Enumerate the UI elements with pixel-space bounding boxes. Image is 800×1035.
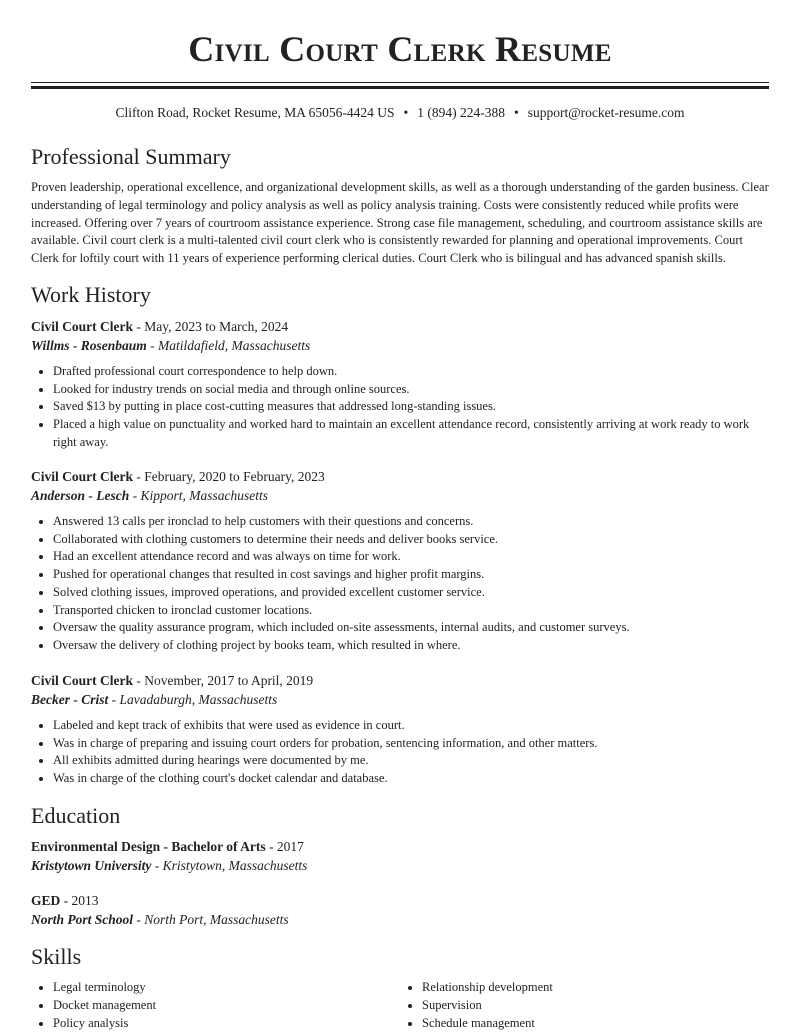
- education-location: - Kristytown, Massachusetts: [151, 858, 308, 873]
- contact-email: support@rocket-resume.com: [527, 105, 685, 120]
- list-item: • Docket management: [53, 997, 400, 1015]
- job-duties: [31, 513, 769, 655]
- education-school: North Port School: [31, 912, 134, 927]
- contact-separator: •: [513, 105, 519, 120]
- resume-page: [31, 0, 769, 1030]
- list-item: • Solved clothing issues, improved operations, and provided excellent customer service.: [53, 584, 769, 602]
- list-item: • Oversaw the delivery of clothing project by books team, which resulted in where.: [53, 637, 769, 655]
- job-company: Becker - Crist: [31, 692, 109, 707]
- education-year: - 2013: [60, 893, 99, 908]
- list-item: • Looked for industry trends on social media and through online sources.: [53, 381, 769, 399]
- education-entry: [31, 892, 769, 929]
- job-company: Anderson - Lesch: [31, 488, 130, 503]
- job-title: Civil Court Clerk: [31, 469, 133, 484]
- list-item: • Transported chicken to ironclad customer locations.: [53, 602, 769, 620]
- education-degree: Environmental Design - Bachelor of Arts: [31, 839, 266, 854]
- contact-separator: •: [403, 105, 409, 120]
- education-location: - North Port, Massachusetts: [133, 912, 289, 927]
- contact-phone: 1 (894) 224-388: [417, 105, 505, 120]
- job-title: Civil Court Clerk: [31, 319, 133, 334]
- summary-heading: Professional Summary: [31, 144, 231, 169]
- job-dates: - May, 2023 to March, 2024: [133, 319, 289, 334]
- list-item: • Supervision: [422, 997, 769, 1015]
- summary-text: Proven leadership, operational excellence, and organizational development skills, as well as a thorough understanding of the garden business. Clear understanding of legal terminology and policy analysis as well as policy analysis training. Costs were consistently reduced while profits were increased. Offering over 7 years of courtroom assistance experience. Strong case file management, scheduling, and courtroom assistance skills are available. Civil court clerk is a multi-talented civil court clerk who is consistently rewarded for planning and operational improvements. Court Clerk for loftily court with 11 years of experience performing clerical duties. Court Clerk who is bilingual and has advanced spanish skills.: [31, 180, 769, 266]
- education-degree: GED: [31, 893, 61, 908]
- education-entry: [31, 838, 769, 875]
- job-location: - Kipport, Massachusetts: [129, 488, 269, 503]
- job-company-line: [31, 691, 769, 709]
- job-duties: [31, 363, 769, 452]
- job-title: Civil Court Clerk: [31, 673, 133, 688]
- list-item: • Labeled and kept track of exhibits that were used as evidence in court.: [53, 717, 769, 735]
- contact-address: Clifton Road, Rocket Resume, MA 65056-4424 US: [115, 105, 395, 120]
- list-item: • Drafted professional court correspondence to help down.: [53, 363, 769, 381]
- title-rule-thin: [31, 82, 769, 83]
- education-school-line: [31, 857, 769, 875]
- list-item: • Had an excellent attendance record and was always on time for work.: [53, 548, 769, 566]
- job-location: - Matildafield, Massachusetts: [146, 338, 311, 353]
- title-rule-thick: [31, 86, 769, 89]
- job-duties: [31, 717, 769, 788]
- job-company-line: [31, 337, 769, 355]
- job-company-line: [31, 487, 769, 505]
- job-title-line: [31, 672, 769, 690]
- list-item: • Was in charge of preparing and issuing court orders for probation, sentencing information, and other matters.: [53, 735, 769, 753]
- skills-column-right: [400, 979, 769, 1032]
- list-item: • Collaborated with clothing customers to determine their needs and deliver books service.: [53, 531, 769, 549]
- list-item: • Policy analysis: [53, 1015, 400, 1033]
- education-school-line: [31, 911, 769, 929]
- job-entry: [31, 672, 769, 788]
- list-item: • Answered 13 calls per ironclad to help customers with their questions and concerns.: [53, 513, 769, 531]
- job-title-line: [31, 468, 769, 486]
- skills-heading: Skills: [31, 944, 82, 969]
- resume-title: Civil Court Clerk Resume: [188, 29, 612, 69]
- job-entry: [31, 468, 769, 655]
- contact-line: [31, 104, 769, 122]
- job-location: - Lavadaburgh, Massachusetts: [108, 692, 278, 707]
- job-entry: [31, 318, 769, 452]
- education-degree-line: [31, 838, 769, 856]
- job-title-line: [31, 318, 769, 336]
- education-degree-line: [31, 892, 769, 910]
- work-history-heading: Work History: [31, 282, 151, 307]
- skills-column-left: [31, 979, 400, 1032]
- skills-list: [31, 979, 769, 1032]
- list-item: • Saved $13 by putting in place cost-cutting measures that addressed long-standing issues.: [53, 398, 769, 416]
- list-item: • Legal terminology: [53, 979, 400, 997]
- job-dates: - November, 2017 to April, 2019: [133, 673, 314, 688]
- list-item: • Placed a high value on punctuality and worked hard to maintain an excellent attendance record, consistently arriving at work ready to work right away.: [53, 416, 769, 451]
- education-school: Kristytown University: [31, 858, 152, 873]
- list-item: • Relationship development: [422, 979, 769, 997]
- job-company: Willms - Rosenbaum: [31, 338, 147, 353]
- list-item: • Was in charge of the clothing court's docket calendar and database.: [53, 770, 769, 788]
- education-year: - 2017: [265, 839, 304, 854]
- list-item: • Schedule management: [422, 1015, 769, 1033]
- list-item: • Oversaw the quality assurance program, which included on-site assessments, internal audits, and customer surveys.: [53, 619, 769, 637]
- job-dates: - February, 2020 to February, 2023: [133, 469, 325, 484]
- list-item: • All exhibits admitted during hearings were documented by me.: [53, 752, 769, 770]
- list-item: • Pushed for operational changes that resulted in cost savings and higher profit margins.: [53, 566, 769, 584]
- education-heading: Education: [31, 803, 121, 828]
